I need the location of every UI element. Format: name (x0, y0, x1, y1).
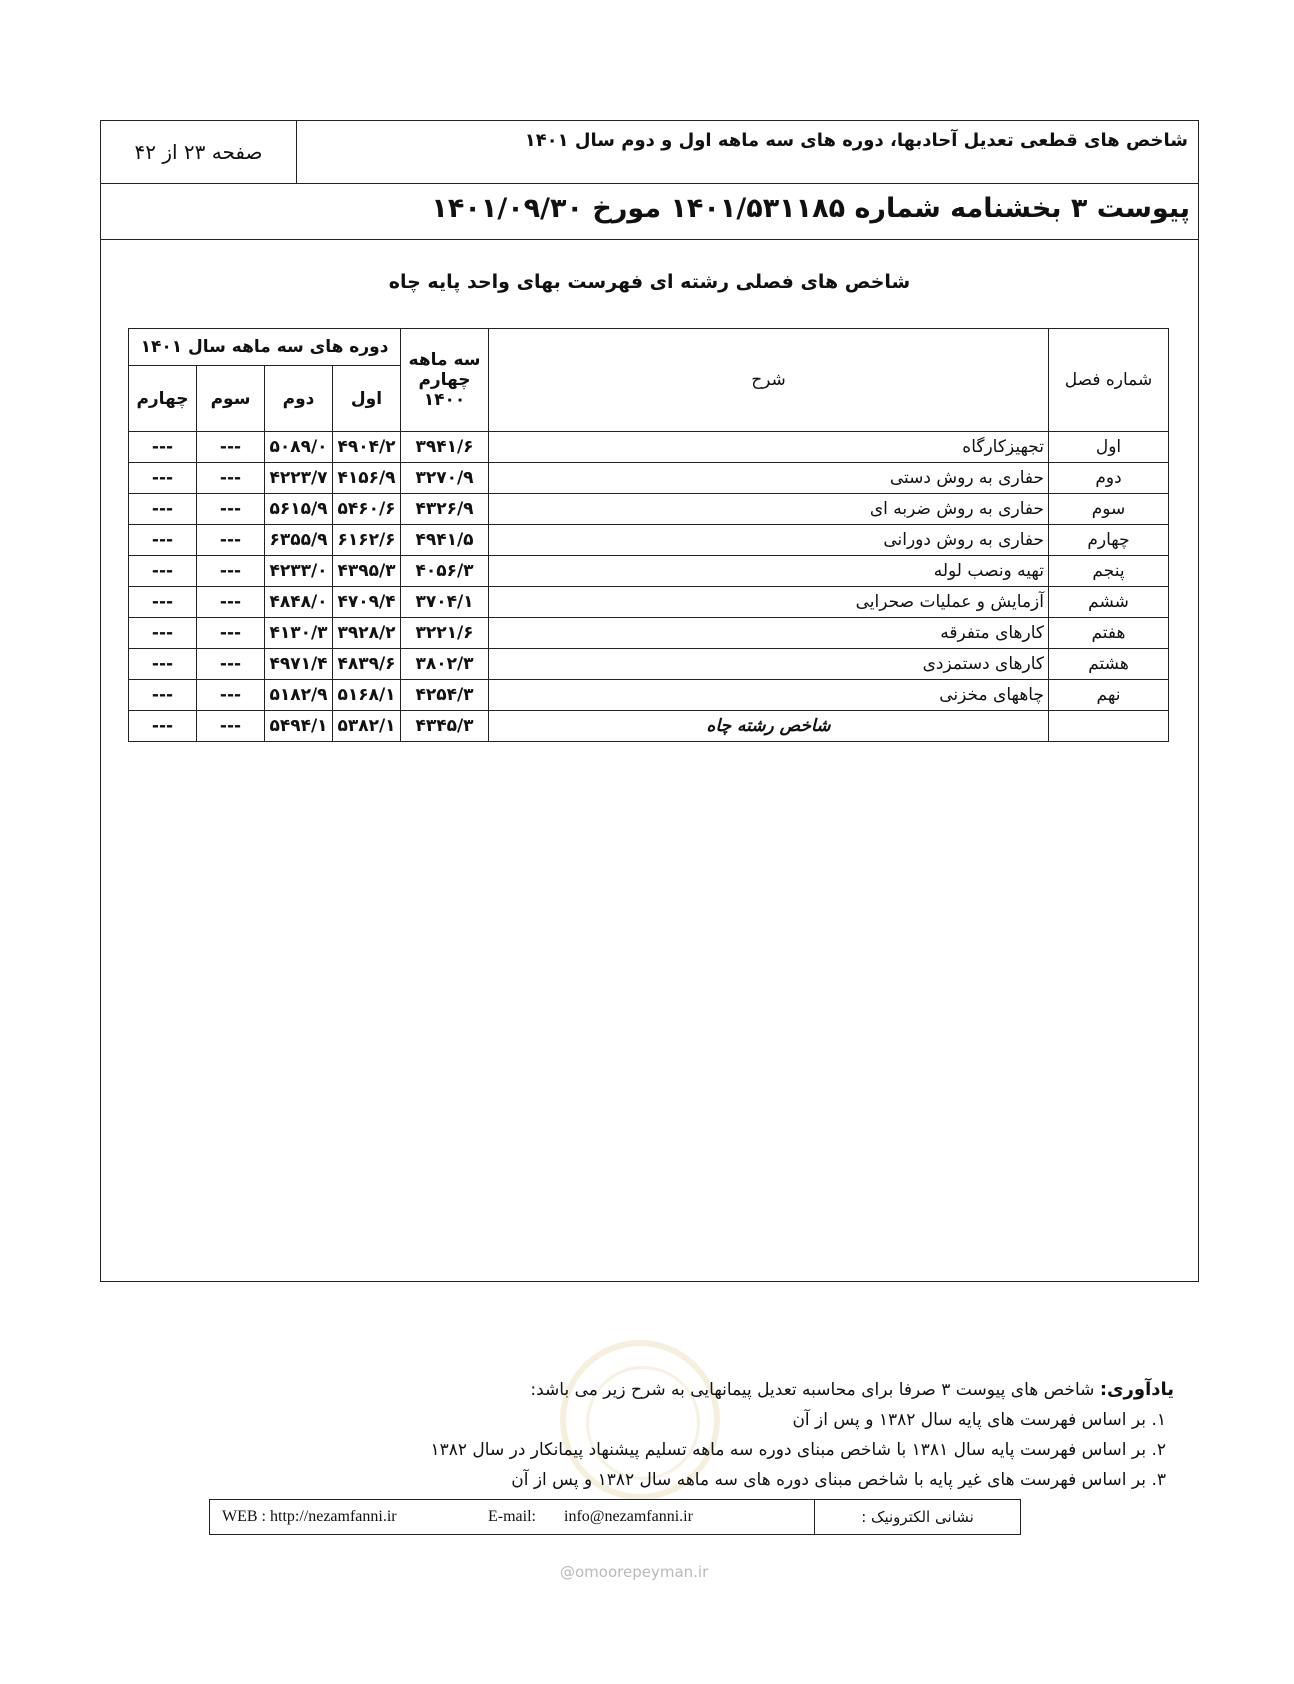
email-label: E-mail: (488, 1508, 536, 1525)
table-row (129, 587, 1169, 618)
header-q2: دوم (265, 366, 333, 432)
cell-q1: ۴۳۹۵/۳ (333, 556, 401, 587)
cell-q4: --- (129, 618, 197, 649)
total-q3: --- (197, 711, 265, 742)
cell-q1: ۵۱۶۸/۱ (333, 680, 401, 711)
header-q1: اول (333, 366, 401, 432)
total-row (129, 711, 1169, 742)
cell-q4: --- (129, 649, 197, 680)
cell-base: ۳۹۴۱/۶ (401, 432, 489, 463)
cell-q3: --- (197, 463, 265, 494)
annex-row (101, 184, 1198, 240)
page-number: صفحه ۲۳ از ۴۲ (134, 140, 263, 164)
cell-description: کارهای متفرقه (489, 618, 1049, 649)
note-item: ۳. بر اساس فهرست های غیر پایه با شاخص مبنای دوره های سه ماهه سال ۱۳۸۲ و پس از آن (511, 1470, 1166, 1490)
email-link[interactable]: info@nezamfanni.ir (564, 1508, 693, 1525)
note-item: ۱. بر اساس فهرست های پایه سال ۱۳۸۲ و پس از آن (792, 1410, 1166, 1430)
cell-base: ۴۲۵۴/۳ (401, 680, 489, 711)
cell-q3: --- (197, 618, 265, 649)
table-row (129, 649, 1169, 680)
cell-description: حفاری به روش دستی (489, 463, 1049, 494)
web-link[interactable]: WEB : http://nezamfanni.ir (222, 1508, 397, 1525)
cell-q2: ۴۱۳۰/۳ (265, 618, 333, 649)
table-row (129, 618, 1169, 649)
header-q4: چهارم (129, 366, 197, 432)
cell-chapter: پنجم (1049, 556, 1169, 587)
notes-lead (374, 1375, 1174, 1405)
cell-base: ۴۳۲۶/۹ (401, 494, 489, 525)
cell-q2: ۴۹۷۱/۴ (265, 649, 333, 680)
cell-q1: ۴۹۰۴/۲ (333, 432, 401, 463)
document-frame (100, 120, 1199, 1282)
notes-block (374, 1375, 1174, 1495)
cell-base: ۴۰۵۶/۳ (401, 556, 489, 587)
cell-chapter: اول (1049, 432, 1169, 463)
cell-base: ۴۹۴۱/۵ (401, 525, 489, 556)
cell-description: تجهیزکارگاه (489, 432, 1049, 463)
contact-box (209, 1499, 1021, 1535)
cell-description: آزمایش و عملیات صحرایی (489, 587, 1049, 618)
cell-chapter-empty (1049, 711, 1169, 742)
table-row (129, 494, 1169, 525)
cell-q4: --- (129, 680, 197, 711)
cell-description: حفاری به روش ضربه ای (489, 494, 1049, 525)
table-row (129, 432, 1169, 463)
cell-q3: --- (197, 432, 265, 463)
notes-label: یادآوری: (1099, 1379, 1174, 1400)
cell-description: حفاری به روش دورانی (489, 525, 1049, 556)
cell-q2: ۶۳۵۵/۹ (265, 525, 333, 556)
header-periods-group: دوره های سه ماهه سال ۱۴۰۱ (129, 329, 401, 366)
notes-lead-text: شاخص های پیوست ۳ صرفا برای محاسبه تعدیل پیمانهایی به شرح زیر می باشد: (530, 1380, 1095, 1400)
table-title: شاخص های فصلی رشته ای فهرست بهای واحد پایه چاه (388, 271, 911, 293)
table-row (129, 680, 1169, 711)
cell-chapter: سوم (1049, 494, 1169, 525)
cell-q1: ۶۱۶۲/۶ (333, 525, 401, 556)
total-label: شاخص رشته چاه (489, 711, 1049, 742)
cell-q2: ۴۲۳۳/۰ (265, 556, 333, 587)
cell-q1: ۴۸۳۹/۶ (333, 649, 401, 680)
index-table (128, 328, 1169, 742)
cell-q4: --- (129, 587, 197, 618)
cell-q4: --- (129, 556, 197, 587)
cell-description: چاههای مخزنی (489, 680, 1049, 711)
cell-q2: ۵۱۸۲/۹ (265, 680, 333, 711)
cell-q1: ۵۴۶۰/۶ (333, 494, 401, 525)
cell-q3: --- (197, 649, 265, 680)
total-q1: ۵۳۸۲/۱ (333, 711, 401, 742)
header-row (101, 121, 1198, 184)
cell-q1: ۳۹۲۸/۲ (333, 618, 401, 649)
cell-q1: ۴۱۵۶/۹ (333, 463, 401, 494)
contact-label: نشانی الکترونیک : (814, 1500, 1020, 1534)
cell-chapter: ششم (1049, 587, 1169, 618)
cell-q2: ۴۲۲۳/۷ (265, 463, 333, 494)
cell-q2: ۵۰۸۹/۰ (265, 432, 333, 463)
cell-q2: ۵۶۱۵/۹ (265, 494, 333, 525)
cell-q4: --- (129, 463, 197, 494)
cell-q2: ۴۸۴۸/۰ (265, 587, 333, 618)
total-base: ۴۳۴۵/۳ (401, 711, 489, 742)
cell-base: ۳۲۷۰/۹ (401, 463, 489, 494)
cell-description: کارهای دستمزدی (489, 649, 1049, 680)
header-description: شرح (489, 329, 1049, 432)
total-q4: --- (129, 711, 197, 742)
annex-title: پیوست ۳ بخشنامه شماره ۱۴۰۱/۵۳۱۱۸۵ مورخ ۱۴۰۱/۰۹/۳۰ (431, 193, 1190, 224)
header-chapter-no: شماره فصل (1049, 329, 1169, 432)
cell-q3: --- (197, 587, 265, 618)
cell-description: تهیه ونصب لوله (489, 556, 1049, 587)
cell-chapter: نهم (1049, 680, 1169, 711)
cell-q4: --- (129, 432, 197, 463)
header-q3: سوم (197, 366, 265, 432)
note-item: ۲. بر اساس فهرست پایه سال ۱۳۸۱ با شاخص مبنای دوره سه ماهه تسلیم پیشنهاد پیمانکار در سال ۱۳۸۲ (430, 1440, 1166, 1460)
watermark-url: @omoorepeyman.ir (560, 1563, 709, 1581)
header-divider (296, 121, 297, 183)
cell-q3: --- (197, 680, 265, 711)
cell-q3: --- (197, 525, 265, 556)
cell-chapter: هشتم (1049, 649, 1169, 680)
cell-chapter: چهارم (1049, 525, 1169, 556)
cell-q3: --- (197, 494, 265, 525)
header-base-quarter: سه ماهه چهارم ۱۴۰۰ (401, 329, 489, 432)
cell-q4: --- (129, 494, 197, 525)
page-title: شاخص های قطعی تعدیل آحادبها، دوره های سه ماهه اول و دوم سال ۱۴۰۱ (524, 130, 1188, 151)
cell-base: ۳۲۲۱/۶ (401, 618, 489, 649)
table-row (129, 556, 1169, 587)
total-q2: ۵۴۹۴/۱ (265, 711, 333, 742)
cell-base: ۳۷۰۴/۱ (401, 587, 489, 618)
cell-base: ۳۸۰۲/۳ (401, 649, 489, 680)
cell-q4: --- (129, 525, 197, 556)
table-row (129, 463, 1169, 494)
table-row (129, 525, 1169, 556)
cell-q1: ۴۷۰۹/۴ (333, 587, 401, 618)
cell-chapter: دوم (1049, 463, 1169, 494)
cell-chapter: هفتم (1049, 618, 1169, 649)
cell-q3: --- (197, 556, 265, 587)
